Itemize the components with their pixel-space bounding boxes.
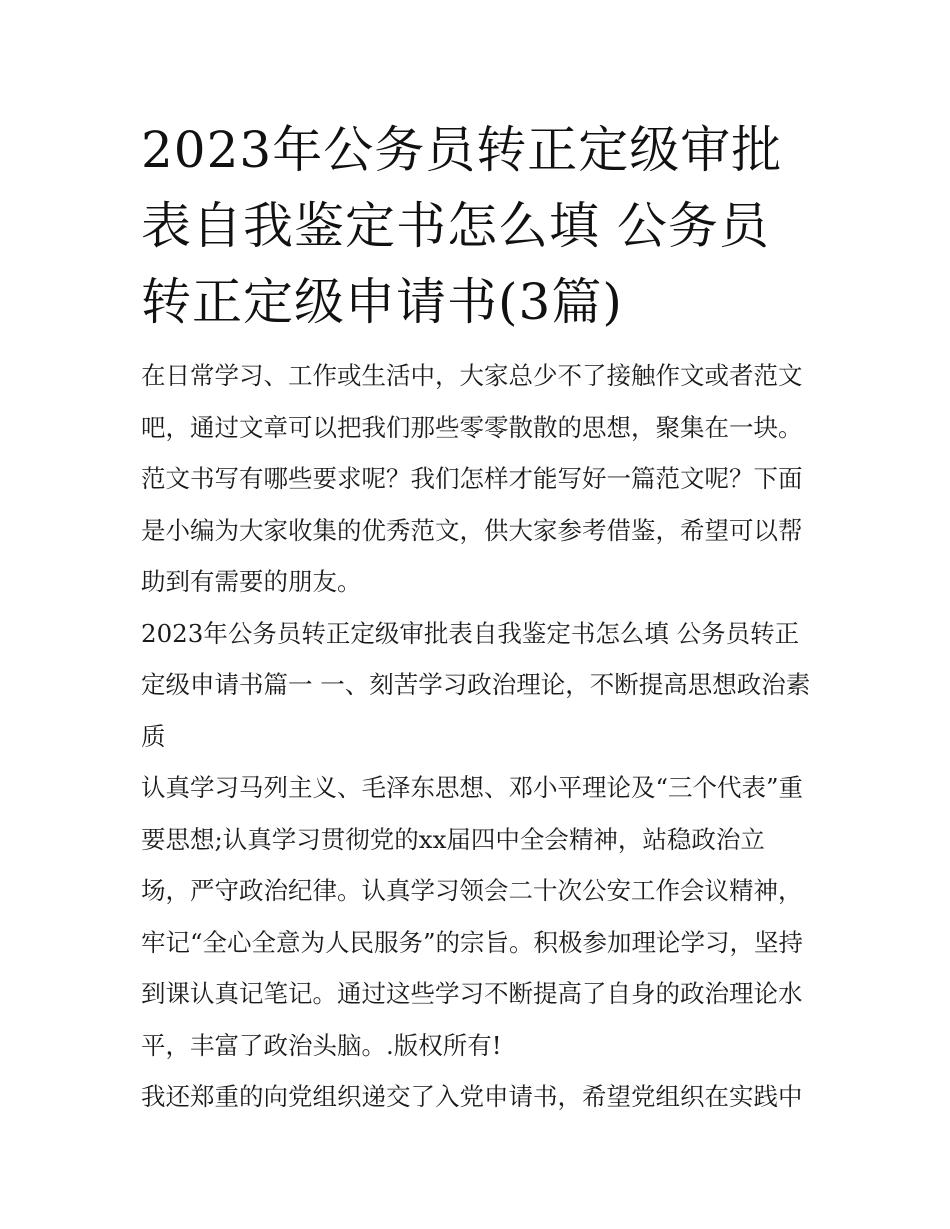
paragraph-party-application: 我还郑重的向党组织递交了入党申请书，希望党组织在实践中: [141, 1082, 803, 1111]
paragraph-intro: 在日常学习、工作或生活中，大家总少不了接触作文或者范文吧，通过文章可以把我们那些零零散散的思想，聚集在一块。范文书写有哪些要求呢？我们怎样才能写好一篇范文呢？下面是小编为大家收集的优秀范文，供大家参考借鉴，希望可以帮助到有需要的朋友。: [141, 361, 803, 596]
paragraph-study: 认真学习马列主义、毛泽东思想、邓小平理论及“三个代表”重要思想;认真学习贯彻党的xx届四中全会精神，站稳政治立场，严守政治纪律。认真学习领会二十次公安工作会议精神，牢记“全心全意为人民服务”的宗旨。积极参加理论学习，坚持到课认真记笔记。通过这些学习不断提高了自身的政治理论水平，丰富了政治头脑。.版权所有!: [141, 773, 804, 1060]
paragraph-section-heading: 2023年公务员转正定级审批表自我鉴定书怎么填 公务员转正定级申请书篇一 一、刻苦学习政治理论，不断提高思想政治素质: [141, 618, 811, 751]
document-title: 2023年公务员转正定级审批表自我鉴定书怎么填 公务员转正定级申请书(3篇): [141, 121, 783, 331]
document-page: [141, 112, 813, 1123]
